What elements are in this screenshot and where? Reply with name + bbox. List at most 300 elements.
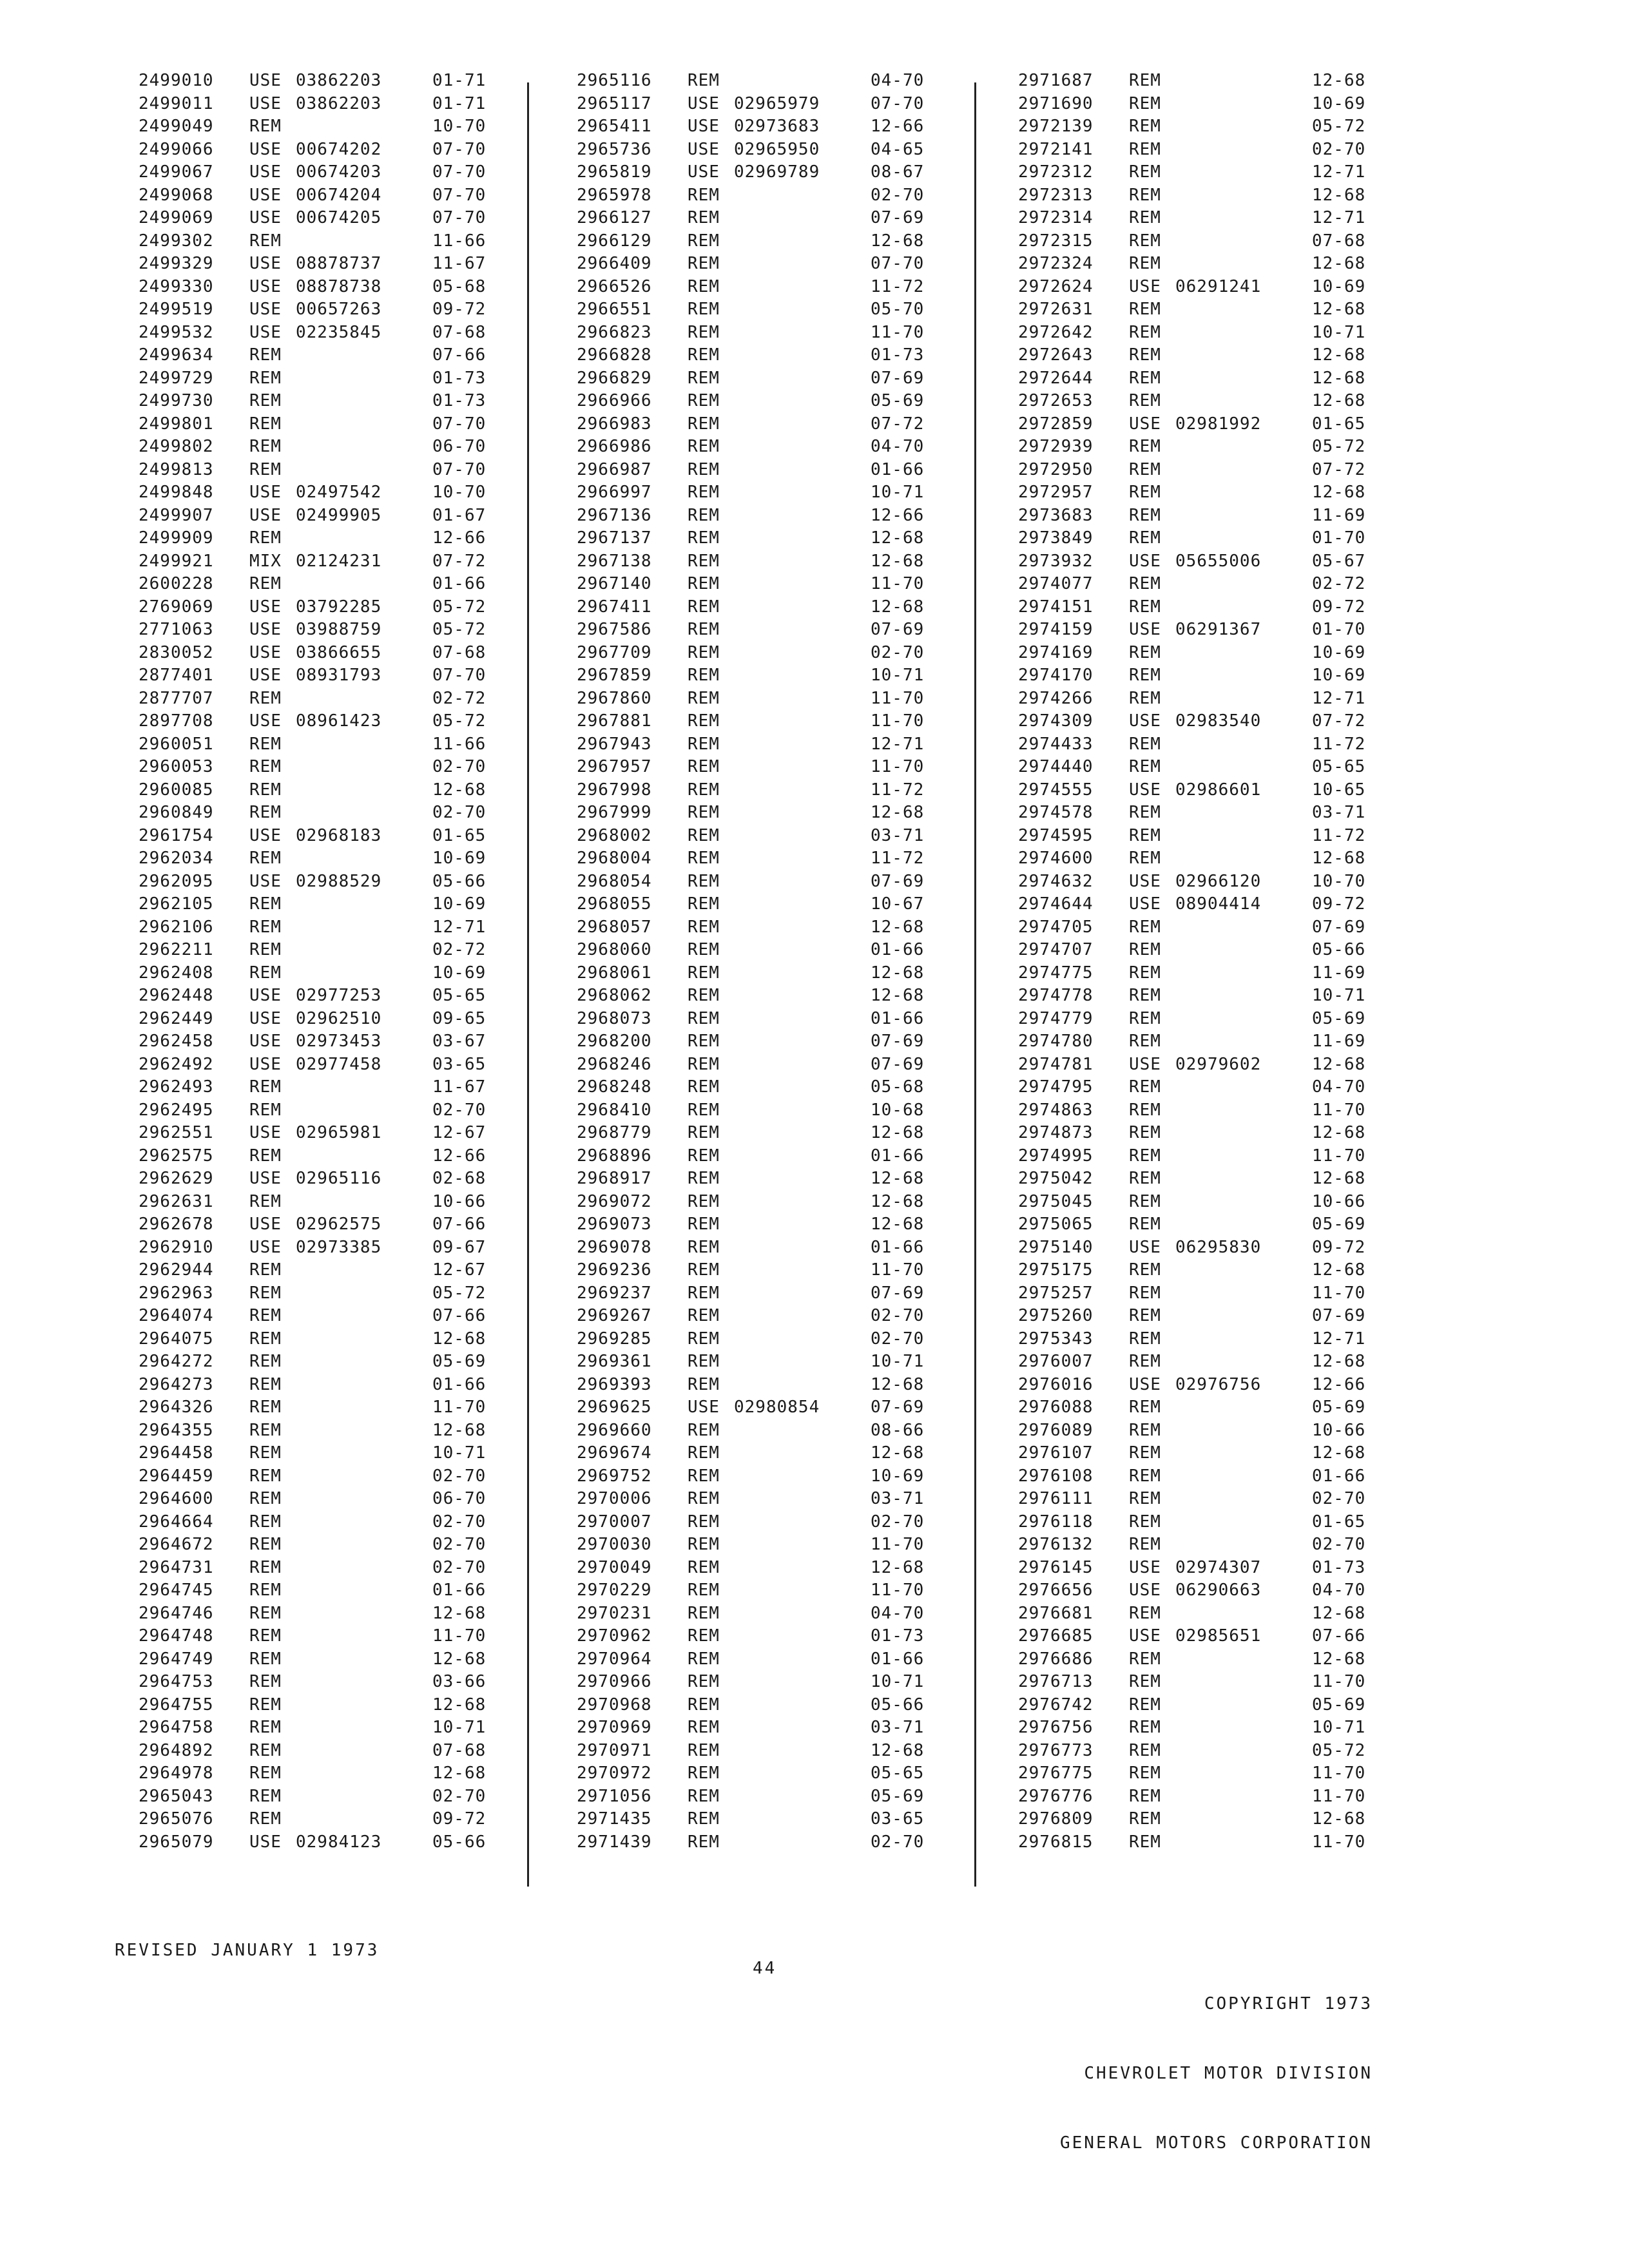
effective-date: 05-65 [432,986,487,1005]
effective-date: 10-71 [1312,1718,1366,1737]
table-row [577,1785,948,1809]
effective-date: 01-66 [871,1237,925,1257]
part-number: 2962575 [139,1146,214,1166]
table-row [139,1671,510,1694]
table-row [577,847,948,870]
effective-date: 05-68 [871,1077,925,1097]
action-code: REM [1129,1077,1161,1097]
effective-date: 07-69 [871,871,925,891]
part-number: 2964458 [139,1443,214,1463]
part-number: 2499813 [139,459,214,479]
action-code: REM [249,1329,282,1349]
part-number: 2499921 [139,551,214,571]
part-number: 2969078 [577,1237,652,1257]
table-row [1018,1579,1389,1602]
table-row [577,1191,948,1214]
effective-date: 12-68 [1312,71,1366,90]
table-row [139,322,510,345]
part-number: 2976088 [1018,1398,1094,1417]
effective-date: 09-72 [432,300,487,319]
table-row [139,1396,510,1419]
action-code: USE [249,1008,282,1028]
action-code: REM [1129,1649,1161,1669]
table-row [139,1328,510,1351]
effective-date: 05-66 [432,871,487,891]
effective-date: 12-68 [871,1169,925,1188]
table-row [577,1053,948,1077]
replacement-part-number: 00674203 [296,162,382,182]
part-number: 2966829 [577,368,652,388]
action-code: REM [1129,986,1161,1005]
action-code: REM [1129,345,1161,365]
action-code: REM [1129,368,1161,388]
action-code: USE [1129,551,1161,571]
part-number: 2974266 [1018,688,1094,708]
action-code: REM [1129,1398,1161,1417]
effective-date: 05-69 [432,1352,487,1371]
effective-date: 09-65 [432,1008,487,1028]
effective-date: 11-70 [871,574,925,593]
effective-date: 12-68 [432,1763,487,1783]
effective-date: 03-66 [432,1672,487,1691]
effective-date: 02-70 [1312,1535,1366,1554]
part-number: 2962910 [139,1237,214,1257]
effective-date: 10-69 [871,1466,925,1486]
part-number: 2962629 [139,1169,214,1188]
table-row [577,298,948,322]
replacement-part-number: 08878738 [296,276,382,296]
action-code: REM [688,620,720,639]
action-code: REM [688,825,720,845]
table-row [1018,390,1389,413]
action-code: REM [249,1398,282,1417]
part-number: 2972642 [1018,322,1094,342]
part-number: 2976742 [1018,1695,1094,1715]
part-number: 2967140 [577,574,652,593]
effective-date: 12-71 [1312,688,1366,708]
part-number: 2975175 [1018,1260,1094,1280]
replacement-part-number: 06290663 [1175,1581,1262,1600]
table-row [1018,1282,1389,1305]
table-row [139,596,510,619]
part-number: 2970969 [577,1718,652,1737]
effective-date: 10-69 [1312,276,1366,296]
table-row [1018,1374,1389,1397]
part-number: 2969237 [577,1283,652,1303]
action-code: REM [688,1718,720,1737]
table-row [1018,1053,1389,1077]
action-code: REM [249,734,282,754]
table-row [1018,230,1389,253]
table-row [1018,527,1389,550]
action-code: REM [688,1603,720,1623]
table-row [577,1396,948,1419]
table-row [139,70,510,93]
part-number: 2499066 [139,139,214,159]
table-row [577,756,948,779]
effective-date: 12-66 [1312,1374,1366,1394]
effective-date: 07-66 [432,1306,487,1325]
effective-date: 05-72 [1312,1740,1366,1760]
table-row [1018,1145,1389,1168]
effective-date: 11-70 [871,1535,925,1554]
action-code: REM [1129,459,1161,479]
part-number: 2974779 [1018,1008,1094,1028]
effective-date: 12-71 [871,734,925,754]
effective-date: 07-70 [432,185,487,205]
table-row [139,1350,510,1374]
action-code: REM [1129,757,1161,776]
table-row [1018,1465,1389,1488]
action-code: USE [249,1054,282,1074]
action-code: REM [688,1146,720,1166]
table-row [1018,436,1389,459]
replacement-part-number: 00657263 [296,300,382,319]
table-row [139,1716,510,1740]
part-number: 2972631 [1018,300,1094,319]
action-code: REM [1129,117,1161,136]
replacement-part-number: 02974307 [1175,1557,1262,1577]
action-code: REM [688,1123,720,1142]
part-number: 2966983 [577,414,652,434]
action-code: USE [1129,1374,1161,1394]
table-row [139,1145,510,1168]
part-number: 2962458 [139,1032,214,1051]
effective-date: 02-70 [432,757,487,776]
part-number: 2964748 [139,1626,214,1646]
effective-date: 07-70 [432,162,487,182]
part-number: 2974707 [1018,940,1094,959]
action-code: REM [688,459,720,479]
effective-date: 12-66 [871,117,925,136]
replacement-part-number: 00674204 [296,185,382,205]
effective-date: 12-68 [871,803,925,822]
action-code: REM [688,1054,720,1074]
part-number: 2970962 [577,1626,652,1646]
action-code: REM [688,254,720,273]
table-row [577,1030,948,1053]
action-code: REM [1129,1695,1161,1715]
effective-date: 11-72 [871,849,925,868]
part-number: 2962495 [139,1100,214,1120]
table-row [577,481,948,505]
table-row [139,1602,510,1626]
action-code: REM [249,803,282,822]
table-row [139,893,510,916]
part-number: 2970966 [577,1672,652,1691]
table-row [139,1305,510,1328]
action-code: REM [688,666,720,685]
effective-date: 10-71 [432,1443,487,1463]
table-row [139,1213,510,1236]
action-code: REM [249,1581,282,1600]
part-number: 2962551 [139,1123,214,1142]
effective-date: 05-66 [871,1695,925,1715]
part-number: 2976713 [1018,1672,1094,1691]
table-row [1018,985,1389,1008]
effective-date: 10-71 [871,666,925,685]
part-number: 2973932 [1018,551,1094,571]
table-row [139,1740,510,1763]
table-row [1018,1602,1389,1626]
action-code: USE [249,1032,282,1051]
effective-date: 11-72 [871,276,925,296]
part-number: 2972315 [1018,231,1094,251]
part-number: 2969072 [577,1191,652,1211]
replacement-part-number: 02968183 [296,825,382,845]
table-row [1018,1008,1389,1031]
part-number: 2960085 [139,780,214,800]
table-row [1018,1625,1389,1648]
table-row [1018,1740,1389,1763]
part-number: 2964664 [139,1512,214,1532]
action-code: USE [249,986,282,1005]
part-number: 2974873 [1018,1123,1094,1142]
table-row [577,733,948,756]
effective-date: 12-66 [432,528,487,548]
table-row [1018,207,1389,230]
action-code: REM [249,963,282,983]
replacement-part-number: 02973385 [296,1237,382,1257]
action-code: REM [688,1215,720,1234]
effective-date: 02-70 [432,1512,487,1532]
table-row [577,207,948,230]
part-number: 2974159 [1018,620,1094,639]
table-row [139,1557,510,1580]
part-number: 2975260 [1018,1306,1094,1325]
table-row [139,298,510,322]
part-number: 2962448 [139,986,214,1005]
table-row [577,710,948,733]
effective-date: 12-68 [1312,300,1366,319]
replacement-part-number: 02983540 [1175,711,1262,731]
part-number: 2964755 [139,1695,214,1715]
effective-date: 02-70 [432,1100,487,1120]
action-code: USE [1129,871,1161,891]
replacement-part-number: 02973683 [734,117,820,136]
table-row [1018,1762,1389,1785]
action-code: REM [688,642,720,662]
effective-date: 11-70 [1312,1672,1366,1691]
table-row [139,825,510,848]
effective-date: 12-68 [1312,1169,1366,1188]
table-row [139,619,510,642]
action-code: REM [688,1535,720,1554]
effective-date: 11-70 [871,711,925,731]
effective-date: 02-70 [1312,139,1366,159]
effective-date: 01-66 [432,1581,487,1600]
replacement-part-number: 02969789 [734,162,820,182]
table-row [139,1488,510,1511]
table-row [577,1442,948,1465]
action-code: REM [688,917,720,937]
action-code: REM [688,734,720,754]
table-row [1018,573,1389,596]
effective-date: 11-70 [1312,1763,1366,1783]
effective-date: 05-69 [1312,1215,1366,1234]
effective-date: 11-70 [1312,1786,1366,1806]
table-row [139,1831,510,1854]
table-row [139,253,510,276]
replacement-part-number: 08904414 [1175,894,1262,914]
table-row [139,230,510,253]
replacement-part-number: 06291367 [1175,620,1262,639]
action-code: USE [688,93,720,113]
replacement-part-number: 02977253 [296,986,382,1005]
part-number: 2974578 [1018,803,1094,822]
part-number: 2960051 [139,734,214,754]
part-number: 2499069 [139,208,214,227]
replacement-part-number: 02981992 [1175,414,1262,434]
table-row [577,93,948,116]
effective-date: 11-72 [871,780,925,800]
effective-date: 07-66 [1312,1626,1366,1646]
table-row [1018,298,1389,322]
replacement-part-number: 03866655 [296,642,382,662]
table-row [577,1122,948,1145]
part-number: 2972653 [1018,391,1094,410]
action-code: REM [1129,1191,1161,1211]
effective-date: 02-70 [871,1306,925,1325]
effective-date: 07-70 [432,139,487,159]
table-row [1018,1419,1389,1443]
part-number: 2974863 [1018,1100,1094,1120]
table-row [577,390,948,413]
action-code: REM [249,1809,282,1829]
replacement-part-number: 03792285 [296,597,382,617]
part-number: 2962678 [139,1215,214,1234]
action-code: REM [249,1260,282,1280]
action-code: REM [1129,162,1161,182]
part-number: 2975042 [1018,1169,1094,1188]
effective-date: 12-68 [871,1374,925,1394]
action-code: USE [1129,1054,1161,1074]
part-number: 2976111 [1018,1489,1094,1508]
effective-date: 07-69 [871,1398,925,1417]
table-row [1018,1099,1389,1122]
effective-date: 02-70 [871,1329,925,1349]
action-code: REM [1129,1832,1161,1852]
effective-date: 12-68 [1312,391,1366,410]
effective-date: 12-68 [1312,368,1366,388]
part-number: 2974781 [1018,1054,1094,1074]
action-code: REM [249,1283,282,1303]
action-code: REM [249,1306,282,1325]
replacement-part-number: 03862203 [296,93,382,113]
action-code: REM [249,1466,282,1486]
effective-date: 11-72 [1312,734,1366,754]
part-number: 2499801 [139,414,214,434]
effective-date: 12-68 [1312,185,1366,205]
action-code: REM [1129,1489,1161,1508]
action-code: REM [1129,231,1161,251]
table-row [1018,1557,1389,1580]
action-code: REM [688,1306,720,1325]
part-number: 2975343 [1018,1329,1094,1349]
action-code: REM [249,1489,282,1508]
effective-date: 12-68 [1312,1260,1366,1280]
table-row [139,1511,510,1534]
effective-date: 12-71 [1312,162,1366,182]
table-row [139,527,510,550]
action-code: REM [688,505,720,525]
effective-date: 07-70 [871,93,925,113]
part-number: 2969361 [577,1352,652,1371]
table-row [577,1236,948,1260]
action-code: REM [688,1832,720,1852]
action-code: REM [1129,505,1161,525]
effective-date: 11-67 [432,254,487,273]
action-code: REM [688,345,720,365]
page-number: 44 [753,1959,777,1978]
part-number: 2830052 [139,642,214,662]
table-row [577,1671,948,1694]
action-code: USE [249,1169,282,1188]
replacement-part-number: 02979602 [1175,1054,1262,1074]
part-number: 2962408 [139,963,214,983]
action-code: REM [249,1512,282,1532]
replacement-part-number: 02965950 [734,139,820,159]
table-row [139,481,510,505]
action-code: REM [1129,1443,1161,1463]
effective-date: 12-68 [432,780,487,800]
action-code: USE [688,162,720,182]
effective-date: 12-68 [871,917,925,937]
action-code: REM [1129,1466,1161,1486]
action-code: USE [1129,780,1161,800]
part-number: 2974595 [1018,825,1094,845]
table-row [577,230,948,253]
effective-date: 07-72 [1312,459,1366,479]
table-row [1018,642,1389,665]
part-number: 2960053 [139,757,214,776]
action-code: REM [688,986,720,1005]
effective-date: 01-73 [871,1626,925,1646]
effective-date: 05-69 [871,1786,925,1806]
part-number: 2974169 [1018,642,1094,662]
part-number: 2976809 [1018,1809,1094,1829]
action-code: USE [249,1237,282,1257]
effective-date: 11-70 [871,1260,925,1280]
replacement-part-number: 02966120 [1175,871,1262,891]
part-number: 2974995 [1018,1146,1094,1166]
part-number: 2969752 [577,1466,652,1486]
effective-date: 07-72 [432,551,487,571]
table-row [1018,1305,1389,1328]
action-code: REM [688,368,720,388]
part-number: 2976132 [1018,1535,1094,1554]
table-row [1018,322,1389,345]
action-code: USE [249,185,282,205]
action-code: REM [249,1786,282,1806]
effective-date: 10-71 [1312,986,1366,1005]
division-line: CHEVROLET MOTOR DIVISION [1084,2064,1373,2083]
effective-date: 12-68 [871,551,925,571]
action-code: REM [1129,803,1161,822]
action-code: REM [688,437,720,456]
table-row [139,1785,510,1809]
effective-date: 12-68 [871,528,925,548]
table-row [577,70,948,93]
action-code: REM [1129,1100,1161,1120]
table-row [577,619,948,642]
table-row [1018,1350,1389,1374]
action-code: REM [249,1420,282,1440]
effective-date: 09-72 [1312,597,1366,617]
effective-date: 09-72 [1312,894,1366,914]
action-code: REM [1129,208,1161,227]
part-number: 2970007 [577,1512,652,1532]
